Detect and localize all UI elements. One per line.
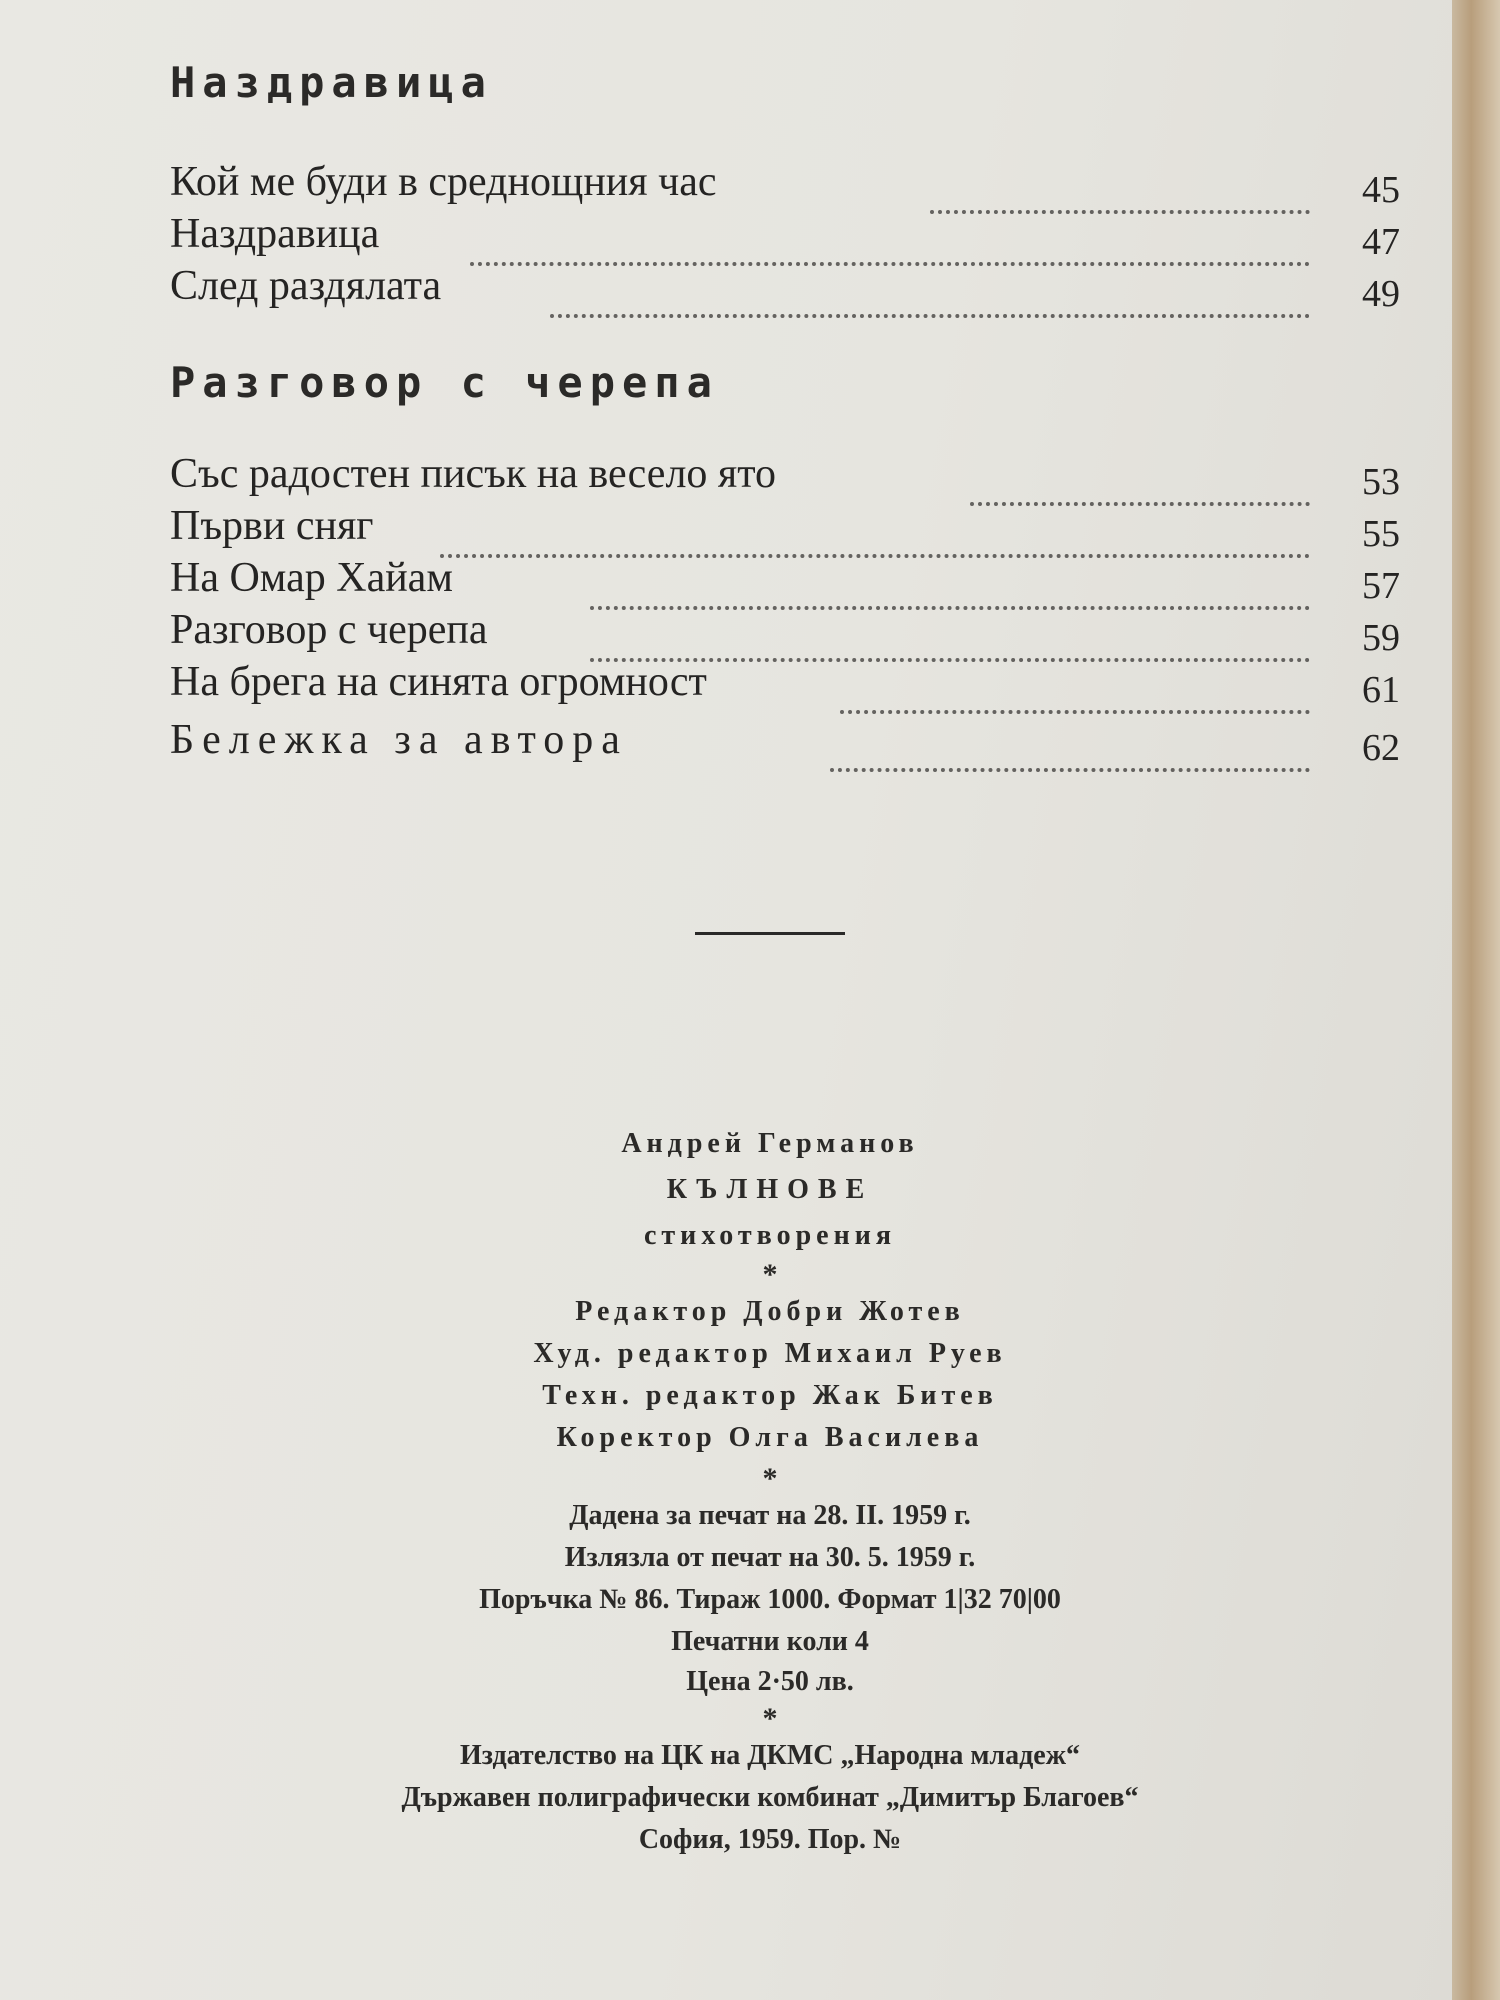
release-date: Излязла от печат на 30. 5. 1959 г. bbox=[564, 1542, 976, 1573]
dot-leader bbox=[550, 262, 1310, 318]
toc-entry-title: Със радостен писък на весело ято bbox=[170, 451, 777, 497]
dot-leader bbox=[440, 502, 1310, 558]
author-name: Андрей Германов bbox=[621, 1128, 919, 1159]
dot-leader bbox=[590, 606, 1310, 662]
toc-entry-title: След раздялата bbox=[170, 263, 442, 309]
separator-star: * bbox=[762, 1702, 778, 1735]
separator-star: * bbox=[762, 1462, 778, 1495]
section-title: Разговор с черепа bbox=[170, 358, 719, 407]
tech-editor: Техн. редактор Жак Битев bbox=[542, 1380, 998, 1411]
toc-entry-page: 47 bbox=[1362, 221, 1400, 263]
proofreader: Коректор Олга Василева bbox=[556, 1422, 984, 1453]
divider-rule bbox=[695, 932, 845, 935]
price: Цена 2·50 лв. bbox=[686, 1666, 854, 1697]
toc-entry bbox=[170, 606, 1400, 658]
dot-leader bbox=[590, 554, 1310, 610]
dot-leader bbox=[840, 658, 1310, 714]
toc-entry bbox=[170, 502, 1400, 554]
toc-entry-page: 61 bbox=[1362, 669, 1400, 711]
place-year: София, 1959. Пор. № bbox=[638, 1824, 902, 1855]
toc-entry bbox=[170, 658, 1400, 710]
publisher: Издателство на ЦК на ДКМС „Народна младеж“ bbox=[459, 1740, 1081, 1771]
toc-entry-title: Първи сняг bbox=[170, 503, 374, 549]
order-info: Поръчка № 86. Тираж 1000. Формат 1|32 70|00 bbox=[479, 1584, 1061, 1615]
section-title: Наздравица bbox=[170, 58, 493, 107]
book-title: КЪЛНОВЕ bbox=[666, 1174, 874, 1205]
toc-entry bbox=[170, 158, 1400, 210]
toc-entry bbox=[170, 716, 1400, 768]
toc-entry-title: Кой ме буди в среднощния час bbox=[170, 159, 717, 205]
genre: стихотворения bbox=[644, 1220, 896, 1251]
dot-leader bbox=[970, 450, 1310, 506]
printer: Държавен полиграфически комбинат „Димитър Благоев“ bbox=[401, 1782, 1139, 1813]
book-spine bbox=[1452, 0, 1500, 2000]
print-date: Дадена за печат на 28. II. 1959 г. bbox=[569, 1500, 971, 1531]
toc-entry bbox=[170, 210, 1400, 262]
toc-entry bbox=[170, 554, 1400, 606]
dot-leader bbox=[930, 158, 1310, 214]
toc-entry-page: 55 bbox=[1362, 513, 1400, 555]
toc-entry bbox=[170, 262, 1400, 314]
separator-star: * bbox=[762, 1258, 778, 1291]
dot-leader bbox=[470, 210, 1310, 266]
toc-entry-title: Бележка за автора bbox=[170, 717, 628, 763]
toc-entry-page: 62 bbox=[1362, 727, 1400, 769]
toc-entry-page: 45 bbox=[1362, 169, 1400, 211]
toc-entry-title: Разговор с черепа bbox=[170, 607, 488, 653]
toc-entry-title: На брега на синята огромност bbox=[170, 659, 707, 705]
toc-entry-page: 53 bbox=[1362, 461, 1400, 503]
toc-entry-page: 57 bbox=[1362, 565, 1400, 607]
editor: Редактор Добри Жотев bbox=[575, 1296, 965, 1327]
toc-entry-page: 59 bbox=[1362, 617, 1400, 659]
toc-entry-title: Наздравица bbox=[170, 211, 380, 257]
art-editor: Худ. редактор Михаил Руев bbox=[533, 1338, 1007, 1369]
dot-leader bbox=[830, 716, 1310, 772]
toc-entry-page: 49 bbox=[1362, 273, 1400, 315]
toc-entry bbox=[170, 450, 1400, 502]
printed-sheets: Печатни коли 4 bbox=[671, 1626, 869, 1657]
toc-entry-title: На Омар Хайам bbox=[170, 555, 453, 601]
